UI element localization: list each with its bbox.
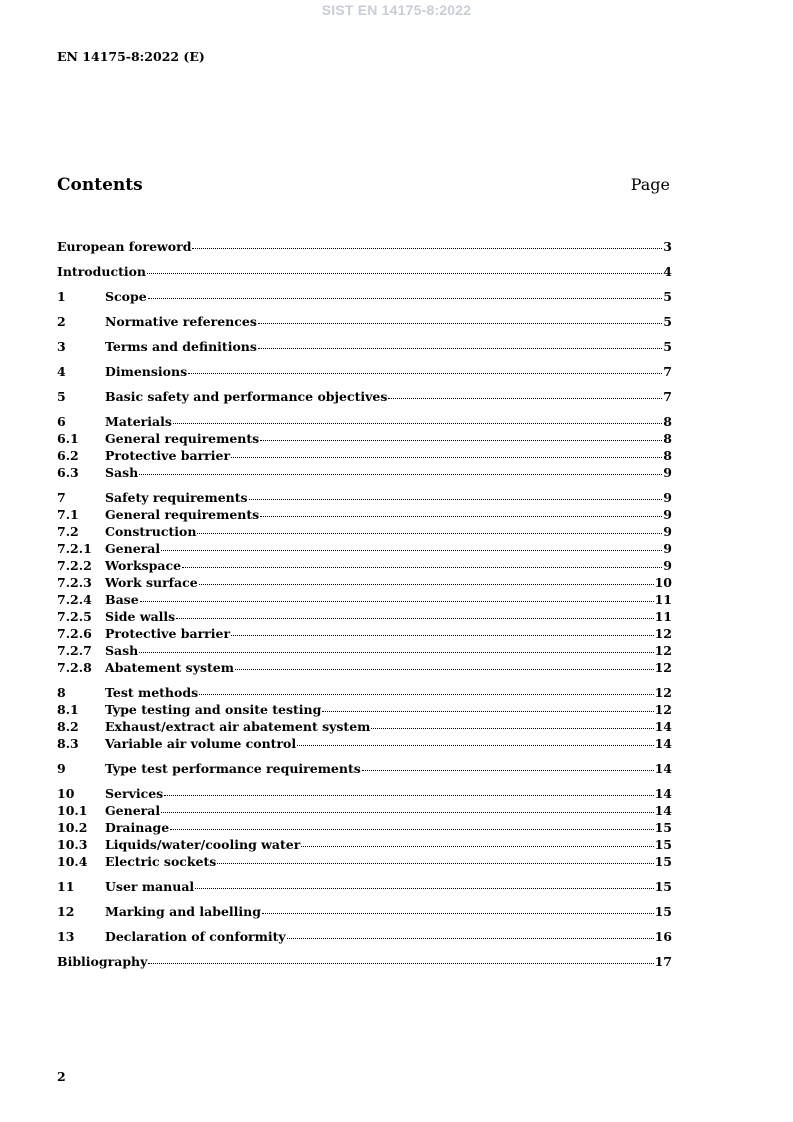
toc-entry[interactable] bbox=[57, 413, 672, 430]
toc-entry-title: Construction bbox=[105, 524, 197, 539]
toc-entry[interactable] bbox=[57, 338, 672, 355]
toc-entry[interactable] bbox=[57, 557, 672, 574]
toc-entry-page: 8 bbox=[663, 431, 672, 446]
toc-entry-page: 9 bbox=[663, 558, 672, 573]
toc-dot-leader bbox=[217, 862, 653, 864]
toc-entry-title: Drainage bbox=[105, 820, 170, 835]
toc-entry-number: 12 bbox=[57, 904, 75, 919]
toc-dot-leader bbox=[297, 744, 653, 746]
toc-entry-page: 15 bbox=[654, 854, 672, 869]
toc-dot-leader bbox=[188, 372, 662, 374]
toc-entry[interactable] bbox=[57, 464, 672, 481]
toc-entry[interactable] bbox=[57, 785, 672, 802]
toc-entry-number: 10.4 bbox=[57, 854, 88, 869]
toc-entry[interactable] bbox=[57, 953, 672, 970]
toc-entry[interactable] bbox=[57, 489, 672, 506]
toc-entry-title: Basic safety and performance objectives bbox=[105, 389, 388, 404]
toc-entry[interactable] bbox=[57, 802, 672, 819]
contents-title: Contents bbox=[57, 175, 143, 195]
toc-entry-page: 14 bbox=[654, 761, 672, 776]
toc-entry-page: 12 bbox=[654, 643, 672, 658]
watermark: SIST EN 14175-8:2022 bbox=[321, 2, 472, 18]
toc-entry[interactable] bbox=[57, 447, 672, 464]
toc-entry-number: 7.2.7 bbox=[57, 643, 92, 658]
toc-entry-title: Type testing and onsite testing bbox=[105, 702, 322, 717]
toc-entry[interactable] bbox=[57, 430, 672, 447]
toc-entry-page: 15 bbox=[654, 837, 672, 852]
toc-entry-title: Normative references bbox=[105, 314, 257, 329]
toc-entry-number: 5 bbox=[57, 389, 66, 404]
toc-dot-leader bbox=[161, 549, 662, 551]
toc-entry-number: 7.2.5 bbox=[57, 609, 92, 624]
toc-entry-number: 3 bbox=[57, 339, 66, 354]
toc-entry-page: 17 bbox=[654, 954, 672, 969]
toc-entry-title: European foreword bbox=[57, 239, 192, 254]
toc-dot-leader bbox=[262, 912, 654, 914]
toc-dot-leader bbox=[199, 583, 654, 585]
toc-dot-leader bbox=[231, 456, 662, 458]
toc-entry[interactable] bbox=[57, 878, 672, 895]
toc-entry-number: 4 bbox=[57, 364, 66, 379]
toc-entry-number: 6.1 bbox=[57, 431, 79, 446]
toc-dot-leader bbox=[192, 247, 662, 249]
toc-entry-page: 15 bbox=[654, 879, 672, 894]
toc-entry-title: Liquids/water/cooling water bbox=[105, 837, 301, 852]
toc-entry[interactable] bbox=[57, 659, 672, 676]
toc-entry-number: 6.2 bbox=[57, 448, 79, 463]
toc-entry-title: Sash bbox=[105, 465, 139, 480]
toc-dot-leader bbox=[322, 710, 653, 712]
toc-entry-number: 6.3 bbox=[57, 465, 79, 480]
page-column-label: Page bbox=[630, 175, 670, 194]
toc-entry-page: 8 bbox=[663, 448, 672, 463]
toc-entry-title: Introduction bbox=[57, 264, 147, 279]
toc-dot-leader bbox=[164, 794, 653, 796]
toc-entry-page: 11 bbox=[654, 609, 672, 624]
toc-entry-page: 9 bbox=[663, 507, 672, 522]
toc-entry-number: 7.2.2 bbox=[57, 558, 92, 573]
toc-dot-leader bbox=[197, 532, 662, 534]
toc-dot-leader bbox=[260, 515, 662, 517]
toc-entry-page: 9 bbox=[663, 524, 672, 539]
toc-entry-number: 8.1 bbox=[57, 702, 79, 717]
toc-entry[interactable] bbox=[57, 684, 672, 701]
toc-entry-number: 7.2.3 bbox=[57, 575, 92, 590]
toc-entry[interactable] bbox=[57, 263, 672, 280]
toc-entry-title: Marking and labelling bbox=[105, 904, 262, 919]
toc-entry-page: 5 bbox=[663, 339, 672, 354]
toc-entry-title: General requirements bbox=[105, 431, 260, 446]
toc-entry[interactable] bbox=[57, 238, 672, 255]
toc-entry[interactable] bbox=[57, 608, 672, 625]
toc-dot-leader bbox=[195, 887, 653, 889]
toc-entry-title: Terms and definitions bbox=[105, 339, 257, 354]
toc-dot-leader bbox=[161, 811, 653, 813]
toc-entry-page: 14 bbox=[654, 719, 672, 734]
toc-entry-title: Type test performance requirements bbox=[105, 761, 361, 776]
toc-entry-page: 15 bbox=[654, 820, 672, 835]
toc-entry-page: 11 bbox=[654, 592, 672, 607]
toc-dot-leader bbox=[388, 397, 662, 399]
toc-entry-number: 7.2.1 bbox=[57, 541, 92, 556]
toc-entry-page: 4 bbox=[663, 264, 672, 279]
toc-entry-page: 14 bbox=[654, 803, 672, 818]
toc-dot-leader bbox=[182, 566, 662, 568]
toc-dot-leader bbox=[371, 727, 653, 729]
toc-entry-title: Bibliography bbox=[57, 954, 148, 969]
toc-entry-title: Base bbox=[105, 592, 139, 607]
toc-entry-page: 12 bbox=[654, 702, 672, 717]
toc-entry-number: 8.3 bbox=[57, 736, 79, 751]
toc-dot-leader bbox=[148, 962, 653, 964]
toc-entry[interactable] bbox=[57, 853, 672, 870]
toc-entry-number: 7.2.6 bbox=[57, 626, 92, 641]
toc-entry[interactable] bbox=[57, 506, 672, 523]
toc-dot-leader bbox=[287, 937, 654, 939]
toc-entry[interactable] bbox=[57, 819, 672, 836]
document-header: EN 14175-8:2022 (E) bbox=[57, 49, 205, 64]
toc-entry-title: Protective barrier bbox=[105, 448, 231, 463]
toc-dot-leader bbox=[140, 600, 654, 602]
toc-entry[interactable] bbox=[57, 718, 672, 735]
toc-dot-leader bbox=[258, 322, 662, 324]
toc-entry-page: 7 bbox=[663, 364, 672, 379]
toc-entry-title: Declaration of conformity bbox=[105, 929, 286, 944]
toc-entry-title: User manual bbox=[105, 879, 195, 894]
toc-entry-number: 11 bbox=[57, 879, 75, 894]
toc-entry-page: 15 bbox=[654, 904, 672, 919]
toc-entry-page: 9 bbox=[663, 541, 672, 556]
toc-entry-page: 3 bbox=[663, 239, 672, 254]
toc-entry[interactable] bbox=[57, 313, 672, 330]
toc-entry[interactable] bbox=[57, 540, 672, 557]
toc-entry-title: Abatement system bbox=[105, 660, 234, 675]
toc-dot-leader bbox=[147, 272, 662, 274]
toc-entry-number: 7.2.8 bbox=[57, 660, 92, 675]
toc-dot-leader bbox=[260, 439, 662, 441]
toc-entry-page: 12 bbox=[654, 626, 672, 641]
toc-entry-number: 6 bbox=[57, 414, 66, 429]
toc-entry-page: 5 bbox=[663, 289, 672, 304]
toc-dot-leader bbox=[249, 498, 663, 500]
toc-dot-leader bbox=[199, 693, 653, 695]
toc-entry-number: 8 bbox=[57, 685, 66, 700]
toc-entry-title: Side walls bbox=[105, 609, 176, 624]
toc-entry-title: Scope bbox=[105, 289, 147, 304]
toc-entry-title: Protective barrier bbox=[105, 626, 231, 641]
toc-entry-page: 14 bbox=[654, 786, 672, 801]
toc-entry-page: 10 bbox=[654, 575, 672, 590]
toc-entry[interactable] bbox=[57, 523, 672, 540]
toc-entry-number: 10.2 bbox=[57, 820, 88, 835]
toc-entry-title: Sash bbox=[105, 643, 139, 658]
toc-entry-number: 10 bbox=[57, 786, 75, 801]
toc-entry[interactable] bbox=[57, 701, 672, 718]
toc-entry[interactable] bbox=[57, 591, 672, 608]
toc-dot-leader bbox=[170, 828, 653, 830]
toc-entry-title: Exhaust/extract air abatement system bbox=[105, 719, 371, 734]
toc-entry-page: 16 bbox=[654, 929, 672, 944]
toc-dot-leader bbox=[258, 347, 662, 349]
toc-entry-title: Materials bbox=[105, 414, 172, 429]
toc-entry-page: 12 bbox=[654, 660, 672, 675]
toc-entry-page: 12 bbox=[654, 685, 672, 700]
page-number: 2 bbox=[57, 1069, 66, 1084]
toc-entry[interactable] bbox=[57, 903, 672, 920]
toc-entry-number: 7 bbox=[57, 490, 66, 505]
toc-entry-number: 10.1 bbox=[57, 803, 88, 818]
toc-dot-leader bbox=[362, 769, 654, 771]
toc-entry-title: Variable air volume control bbox=[105, 736, 297, 751]
toc-entry-number: 7.1 bbox=[57, 507, 79, 522]
toc-entry-title: Safety requirements bbox=[105, 490, 248, 505]
toc-entry-page: 5 bbox=[663, 314, 672, 329]
toc-entry[interactable] bbox=[57, 836, 672, 853]
toc-dot-leader bbox=[139, 473, 662, 475]
toc-entry-title: Services bbox=[105, 786, 164, 801]
toc-entry-page: 8 bbox=[663, 414, 672, 429]
toc-entry-title: General requirements bbox=[105, 507, 260, 522]
toc-entry[interactable] bbox=[57, 288, 672, 305]
toc-entry-number: 13 bbox=[57, 929, 75, 944]
toc-dot-leader bbox=[176, 617, 653, 619]
toc-entry[interactable] bbox=[57, 735, 672, 752]
toc-entry-title: Test methods bbox=[105, 685, 199, 700]
toc-entry-number: 8.2 bbox=[57, 719, 79, 734]
toc-entry[interactable] bbox=[57, 574, 672, 591]
toc-entry-number: 2 bbox=[57, 314, 66, 329]
toc-entry[interactable] bbox=[57, 388, 672, 405]
toc-entry[interactable] bbox=[57, 760, 672, 777]
toc-dot-leader bbox=[148, 297, 663, 299]
toc-entry-title: General bbox=[105, 541, 161, 556]
toc-entry[interactable] bbox=[57, 642, 672, 659]
toc-entry-page: 9 bbox=[663, 465, 672, 480]
toc-entry-title: Electric sockets bbox=[105, 854, 217, 869]
toc-entry-page: 14 bbox=[654, 736, 672, 751]
toc-entry[interactable] bbox=[57, 625, 672, 642]
toc-dot-leader bbox=[139, 651, 653, 653]
toc-entry-number: 10.3 bbox=[57, 837, 88, 852]
toc-entry-number: 9 bbox=[57, 761, 66, 776]
toc-entry-title: Workspace bbox=[105, 558, 182, 573]
toc-dot-leader bbox=[301, 845, 653, 847]
toc-entry-page: 9 bbox=[663, 490, 672, 505]
toc-entry-number: 7.2 bbox=[57, 524, 79, 539]
toc-entry-page: 7 bbox=[663, 389, 672, 404]
toc-entry-title: Dimensions bbox=[105, 364, 188, 379]
toc-entry[interactable] bbox=[57, 928, 672, 945]
toc-dot-leader bbox=[173, 422, 662, 424]
toc-entry-number: 1 bbox=[57, 289, 66, 304]
toc-entry-number: 7.2.4 bbox=[57, 592, 92, 607]
toc-entry-title: General bbox=[105, 803, 161, 818]
toc-dot-leader bbox=[235, 668, 654, 670]
toc-entry-title: Work surface bbox=[105, 575, 198, 590]
toc-dot-leader bbox=[231, 634, 654, 636]
toc-entry[interactable] bbox=[57, 363, 672, 380]
table-of-contents bbox=[57, 238, 672, 970]
